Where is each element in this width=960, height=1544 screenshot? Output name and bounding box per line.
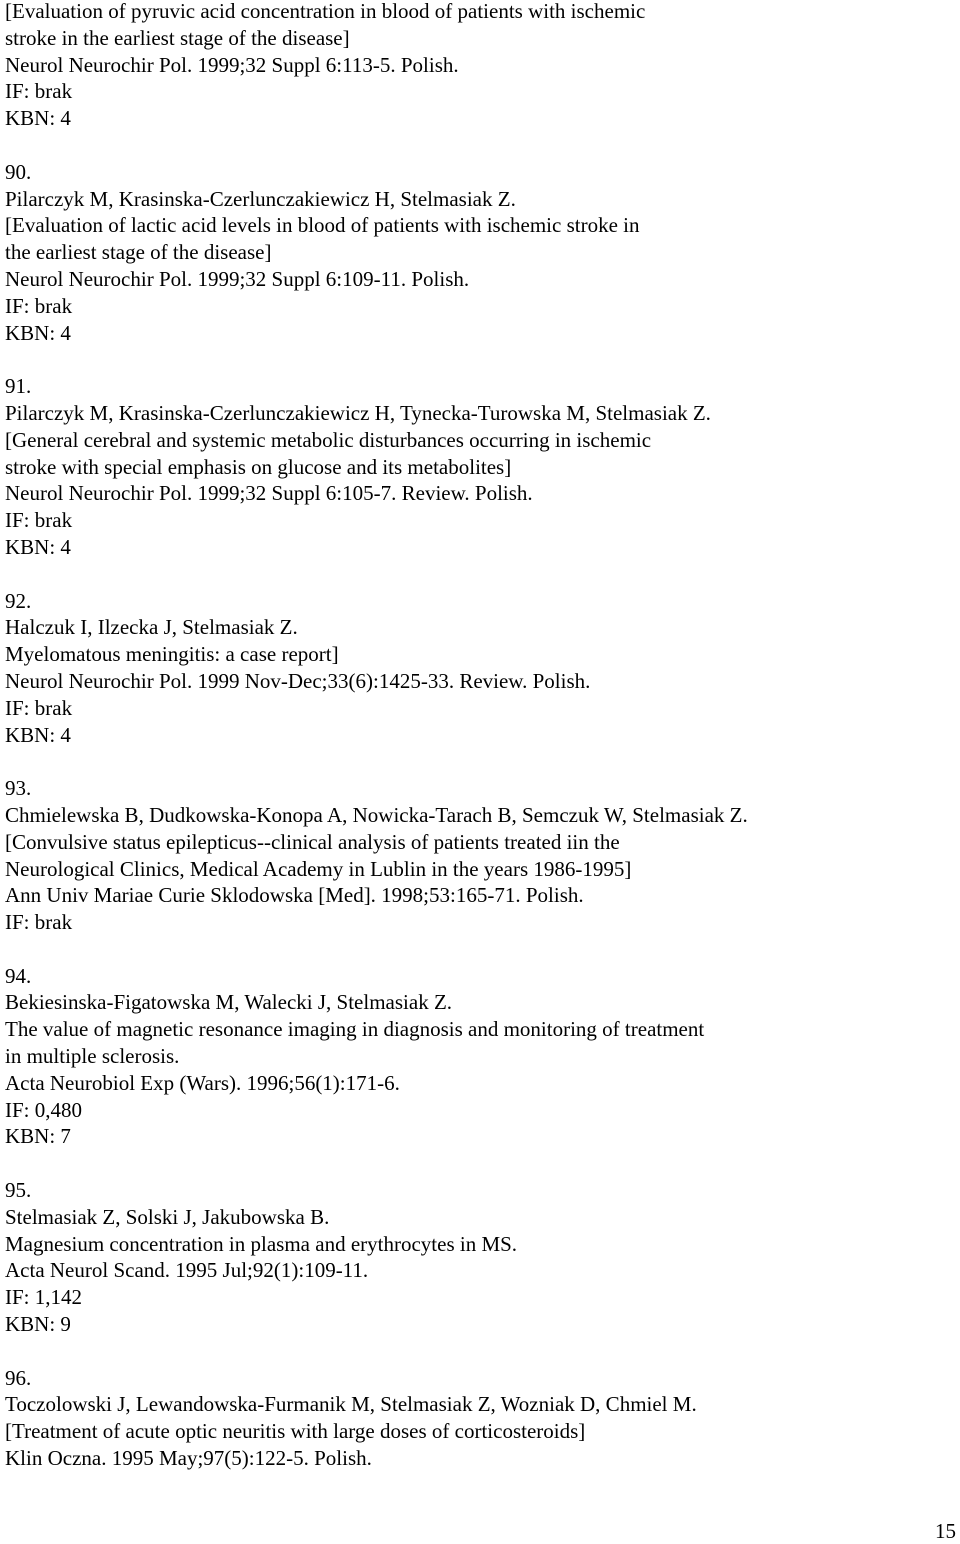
entry-number: 95. — [5, 1178, 32, 1203]
entry-line: KBN: 9 — [5, 1312, 71, 1337]
entry-number: 96. — [5, 1365, 32, 1390]
entry-line: Pilarczyk M, Krasinska-Czerlunczakiewicz H, Tynecka-Turowska M, Stelmasiak Z. — [5, 400, 711, 425]
entry-line: Klin Oczna. 1995 May;97(5):122-5. Polish. — [5, 1446, 372, 1471]
entry-line: in multiple sclerosis. — [5, 1044, 180, 1069]
entry-line: KBN: 4 — [5, 320, 71, 345]
entry-number: 91. — [5, 374, 32, 399]
entry-line: IF: brak — [5, 293, 73, 318]
entry-line: IF: brak — [5, 508, 73, 533]
bibliography-entry — [5, 1365, 945, 1472]
entry-line: Bekiesinska-Figatowska M, Walecki J, Stelmasiak Z. — [5, 990, 453, 1015]
bibliography-entry — [5, 588, 945, 749]
entry-line: Neurol Neurochir Pol. 1999;32 Suppl 6:105-7. Review. Polish. — [5, 481, 533, 506]
bibliography-list — [5, 0, 945, 1499]
entry-line: KBN: 4 — [5, 534, 71, 559]
entry-line: [Evaluation of pyruvic acid concentration in blood of patients with ischemic — [5, 0, 646, 23]
entry-line: [Convulsive status epilepticus--clinical analysis of patients treated iin the — [5, 829, 620, 854]
entry-line: Myelomatous meningitis: a case report] — [5, 642, 339, 667]
entry-line: Chmielewska B, Dudkowska-Konopa A, Nowicka-Tarach B, Semczuk W, Stelmasiak Z. — [5, 802, 748, 827]
entry-line: [Treatment of acute optic neuritis with large doses of corticosteroids] — [5, 1419, 586, 1444]
entry-line: IF: 1,142 — [5, 1285, 83, 1310]
entry-line: KBN: 7 — [5, 1124, 71, 1149]
entry-number: 94. — [5, 963, 32, 988]
entry-line: Magnesium concentration in plasma and erythrocytes in MS. — [5, 1231, 518, 1256]
entry-line: The value of magnetic resonance imaging in diagnosis and monitoring of treatment — [5, 1017, 705, 1042]
entry-line: stroke with special emphasis on glucose and its metabolites] — [5, 454, 512, 479]
entry-line: Neurol Neurochir Pol. 1999;32 Suppl 6:113-5. Polish. — [5, 52, 459, 77]
bibliography-entry — [5, 1177, 945, 1338]
entry-number: 90. — [5, 159, 32, 184]
bibliography-entry — [5, 963, 945, 1151]
entry-line: Acta Neurol Scand. 1995 Jul;92(1):109-11. — [5, 1258, 369, 1283]
entry-number: 93. — [5, 776, 32, 801]
entry-line: Neurological Clinics, Medical Academy in Lublin in the years 1986-1995] — [5, 856, 632, 881]
entry-line: Halczuk I, Ilzecka J, Stelmasiak Z. — [5, 615, 298, 640]
entry-line: IF: brak — [5, 79, 73, 104]
entry-line: IF: brak — [5, 695, 73, 720]
entry-line: IF: brak — [5, 910, 73, 935]
entry-line: the earliest stage of the disease] — [5, 240, 272, 265]
entry-line: IF: 0,480 — [5, 1097, 83, 1122]
entry-line: [Evaluation of lactic acid levels in blood of patients with ischemic stroke in — [5, 213, 640, 238]
entry-line: Ann Univ Mariae Curie Sklodowska [Med]. 1998;53:165-71. Polish. — [5, 883, 584, 908]
entry-line: KBN: 4 — [5, 722, 71, 747]
bibliography-entry — [5, 373, 945, 561]
bibliography-entry — [5, 775, 945, 936]
entry-line: Toczolowski J, Lewandowska-Furmanik M, Stelmasiak Z, Wozniak D, Chmiel M. — [5, 1392, 697, 1417]
entry-line: stroke in the earliest stage of the disease] — [5, 25, 350, 50]
entry-line: Pilarczyk M, Krasinska-Czerlunczakiewicz H, Stelmasiak Z. — [5, 186, 516, 211]
entry-line: Neurol Neurochir Pol. 1999 Nov-Dec;33(6):1425-33. Review. Polish. — [5, 668, 591, 693]
entry-line: Neurol Neurochir Pol. 1999;32 Suppl 6:109-11. Polish. — [5, 266, 470, 291]
entry-line: KBN: 4 — [5, 106, 71, 131]
entry-number: 92. — [5, 588, 32, 613]
entry-line: Acta Neurobiol Exp (Wars). 1996;56(1):171-6. — [5, 1070, 400, 1095]
entry-line: Stelmasiak Z, Solski J, Jakubowska B. — [5, 1204, 330, 1229]
page-number: 15 — [935, 1519, 956, 1543]
bibliography-entry — [5, 0, 945, 132]
entry-line: [General cerebral and systemic metabolic disturbances occurring in ischemic — [5, 427, 652, 452]
bibliography-entry — [5, 159, 945, 347]
